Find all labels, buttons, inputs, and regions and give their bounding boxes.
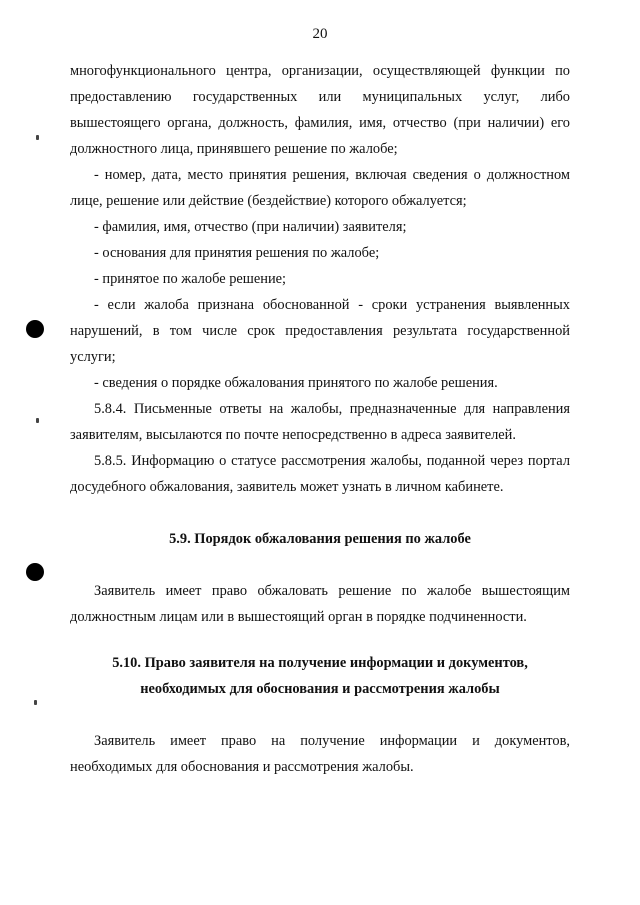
- punch-hole-lower: [26, 563, 44, 581]
- document-body: [70, 58, 570, 780]
- paragraph: 5.8.4. Письменные ответы на жалобы, предназначенные для направления заявителям, высылаются по почте непосредственно в адреса заявителей.: [70, 401, 570, 443]
- scan-speck: [36, 418, 39, 423]
- paragraph: Заявитель имеет право обжаловать решение по жалобе вышестоящим должностным лицам или в вышестоящий орган в порядке подчиненности.: [70, 583, 570, 625]
- page-number: 20: [312, 26, 328, 42]
- list-item: - сведения о порядке обжалования принятого по жалобе решения.: [94, 375, 498, 391]
- list-item: - основания для принятия решения по жалобе;: [94, 245, 380, 261]
- list-item: - принятое по жалобе решение;: [94, 271, 287, 287]
- list-item: - фамилия, имя, отчество (при наличии) заявителя;: [94, 219, 407, 235]
- paragraph: 5.8.5. Информацию о статусе рассмотрения жалобы, поданной через портал досудебного обжалования, заявитель может узнать в личном кабинете.: [70, 453, 570, 495]
- punch-hole-upper: [26, 320, 44, 338]
- list-item: - если жалоба признана обоснованной - сроки устранения выявленных нарушений, в том числе срок предоставления результата государственной услуги;: [70, 297, 570, 365]
- section-heading: 5.9. Порядок обжалования решения по жалобе: [169, 531, 471, 547]
- list-item: - номер, дата, место принятия решения, включая сведения о должностном лице, решение или действие (бездействие) которого обжалуется;: [70, 167, 570, 209]
- scan-speck: [36, 135, 39, 140]
- section-heading: 5.10. Право заявителя на получение информации и документов, необходимых для обоснования и рассмотрения жалобы: [112, 655, 528, 697]
- scan-speck: [34, 700, 37, 705]
- paragraph: многофункционального центра, организации, осуществляющей функции по предоставлению государственных или муниципальных услуг, либо вышестоящего органа, должность, фамилия, имя, отчество (при наличии) его должностного лица, принявшего решение по жалобе;: [70, 63, 570, 157]
- paragraph: Заявитель имеет право на получение информации и документов, необходимых для обоснования и рассмотрения жалобы.: [70, 733, 570, 775]
